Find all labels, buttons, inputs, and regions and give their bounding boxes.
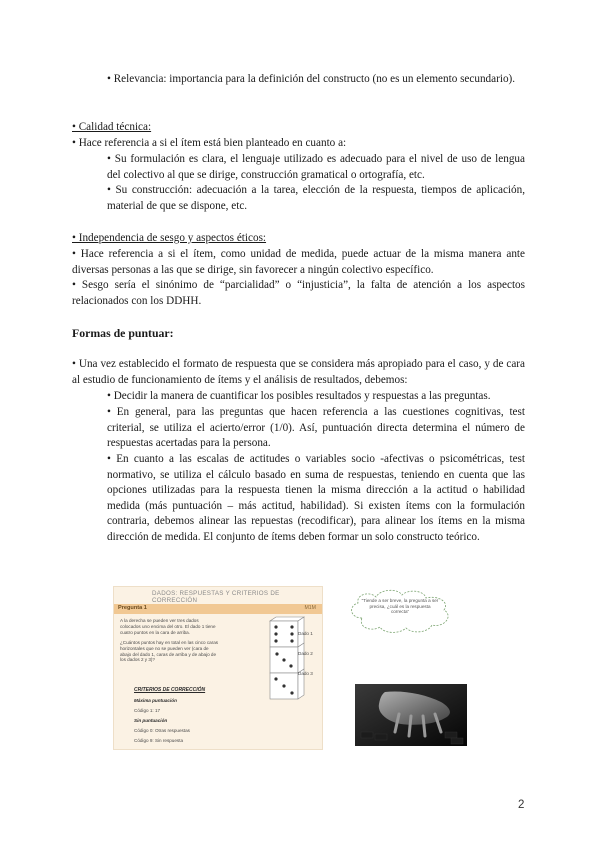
- dado-2-label: Dado 2: [298, 651, 313, 656]
- calidad-item-formulacion: • Su formulación es clara, el lenguaje utilizado es adecuado para el nivel de uso de lengua del colectivo al que se dirige, construcción gramatical o ortografía, etc.: [107, 153, 525, 181]
- cloud-text: “Tiende a ser breve, la pregunta a ser precisa, ¿cuál es la respuesta correcta”: [361, 598, 439, 615]
- dado-1-label: Dado 1: [298, 631, 313, 636]
- sesgo-paragraph-1: • Hace referencia a si el ítem, como unidad de medida, puede actuar de la misma manera ante diversas personas a las que se dirige, sin favorecer a ningún colectivo específico.: [72, 248, 525, 276]
- question-text-2: ¿Cuántos puntos hay en total en las cinco caras horizontales que no se pueden ver (cara de abajo del dado 1, caras de arriba y de abajo de los dados 2 y 3)?: [120, 640, 219, 663]
- stacked-dice-illustration: [264, 615, 310, 701]
- sesgo-paragraph-2: • Sesgo sería el sinónimo de “parcialidad” o “injusticia”, la falta de atención a los aspectos relacionados con los DDHH.: [72, 279, 525, 307]
- question-code: M1M: [304, 605, 316, 611]
- question-bar: [114, 604, 322, 614]
- calidad-intro: • Hace referencia a si el ítem está bien planteado en cuanto a:: [72, 137, 347, 149]
- relevancia-item: • Relevancia: importancia para la definición del constructo (no es un elemento secundario).: [107, 73, 516, 85]
- codigo-9-row: Código 9: Sin respuesta: [134, 738, 184, 743]
- dados-figure: [113, 586, 323, 750]
- dado-3-label: Dado 3: [298, 671, 313, 676]
- sesgo-title: • Independencia de sesgo y aspectos éticos:: [72, 232, 267, 244]
- formas-item-actitudes: • En cuanto a las escalas de actitudes o variables socio -afectivas o psicométricas, test normativo, se utiliza el cálculo basado en suma de respuestas, teniendo en cuenta que las opciones utilizadas para la respuesta tienen la misma dirección a la actitud o habilidad medida (más puntuación – más actitud, habilidad). Si existen ítems con la formulación contraria, debemos alinear las repuestas (recodificar), para alinear los ítems en la misma dirección de medida. El conjunto de ítems deben formar un solo constructo teórico.: [107, 453, 525, 543]
- formas-heading: Formas de puntuar:: [72, 326, 174, 340]
- formas-intro: • Una vez establecido el formato de respuesta que se considera más apropiado para el caso, y de cara al estudio de funcionamiento de ítems y el análisis de resultados, debemos:: [72, 358, 525, 386]
- calidad-tecnica-title: • Calidad técnica:: [72, 121, 152, 133]
- question-label: Pregunta 1: [118, 605, 147, 611]
- codigo-0-row: Código 0: Otras respuestas: [134, 728, 190, 733]
- question-text-1: A la derecha se pueden ver tres dados colocados uno encima del otro. El dado 1 tiene cuatro puntos en la cara de arriba.: [120, 618, 216, 635]
- hand-keyboard-photo: [355, 684, 467, 746]
- figure-title: DADOS: RESPUESTAS Y CRITERIOS DE CORRECCIÓN: [152, 590, 280, 604]
- sin-puntuacion-label: Sin puntuación: [134, 718, 168, 723]
- formas-item-cognitivas: • En general, para las preguntas que hacen referencia a las cuestiones cognitivas, test criterial, se utiliza el acierto/error (1/0). Así, puntuación directa determina el número de respuestas acertadas para la persona.: [107, 406, 525, 450]
- calidad-item-construccion: • Su construcción: adecuación a la tarea, elección de la respuesta, tiempos de aplicación, material de que se dispone, etc.: [107, 184, 525, 212]
- formas-item-decidir: • Decidir la manera de cuantificar los posibles resultados y respuestas a las preguntas.: [107, 390, 491, 402]
- maxima-puntuacion-label: Máxima puntuación: [134, 698, 177, 703]
- criterios-title: CRITERIOS DE CORRECCIÓN: [134, 687, 206, 693]
- page-number: 2: [518, 799, 525, 811]
- codigo-1-row: Código 1: 17: [134, 708, 161, 713]
